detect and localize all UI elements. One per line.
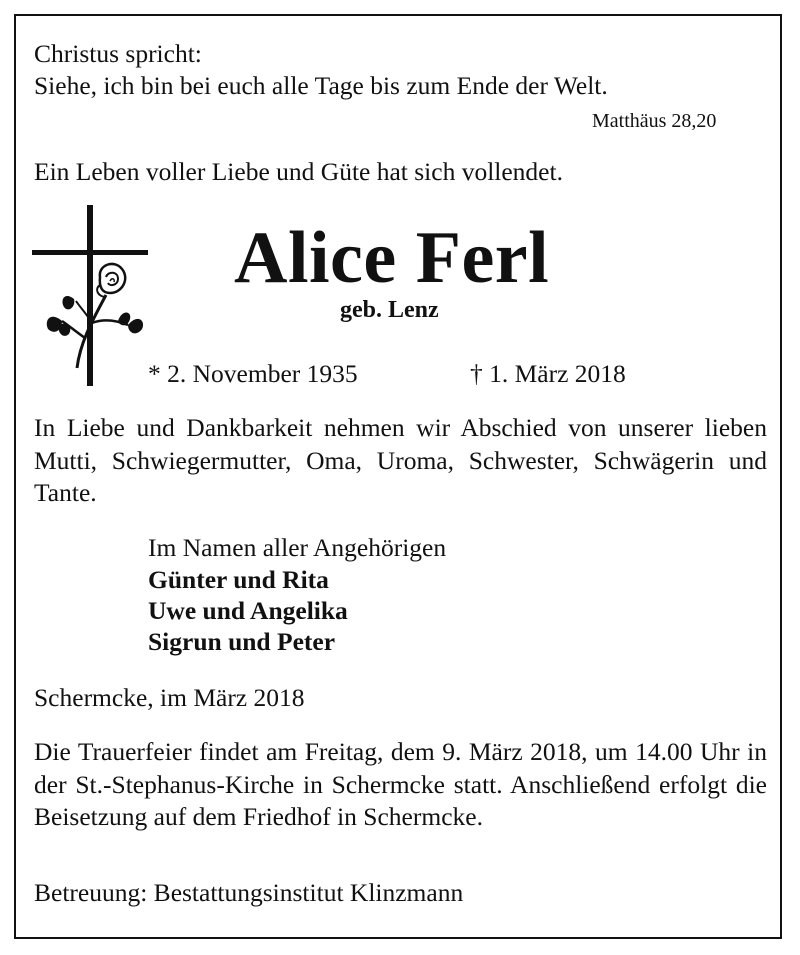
farewell-text: In Liebe und Dankbarkeit nehmen wir Abschied von unserer lieben Mutti, Schwiegermutter, Oma, Uroma, Schwester, Schwägerin und Tante. (34, 413, 767, 507)
deceased-name: Alice Ferl (234, 217, 550, 299)
mourner-name: Uwe und Angelika (148, 596, 348, 625)
mourner-name: Sigrun und Peter (148, 627, 336, 656)
mourner-name: Günter und Rita (148, 565, 329, 594)
intro-text: Ein Leben voller Liebe und Güte hat sich vollendet. (34, 157, 563, 186)
cross-with-rose-icon (30, 203, 150, 388)
place-date: Schermcke, im März 2018 (34, 683, 305, 712)
mourners-intro: Im Namen aller Angehörigen (148, 533, 447, 562)
care-provider: Betreuung: Bestattungsinstitut Klinzmann (34, 878, 464, 907)
maiden-name: geb. Lenz (340, 297, 439, 323)
birth-date: * 2. November 1935 (148, 359, 358, 388)
verse-line-1: Christus spricht: (34, 39, 202, 68)
funeral-details: Die Trauerfeier findet am Freitag, dem 9. März 2018, um 14.00 Uhr in der St.-Stephanus-Kirche in Schermcke statt. Anschließend erfolgt die Beisetzung auf dem Friedhof in Schermcke. (34, 737, 767, 831)
death-date: † 1. März 2018 (470, 359, 626, 388)
verse-line-2: Siehe, ich bin bei euch alle Tage bis zum Ende der Welt. (34, 71, 608, 100)
verse-reference: Matthäus 28,20 (592, 110, 717, 132)
